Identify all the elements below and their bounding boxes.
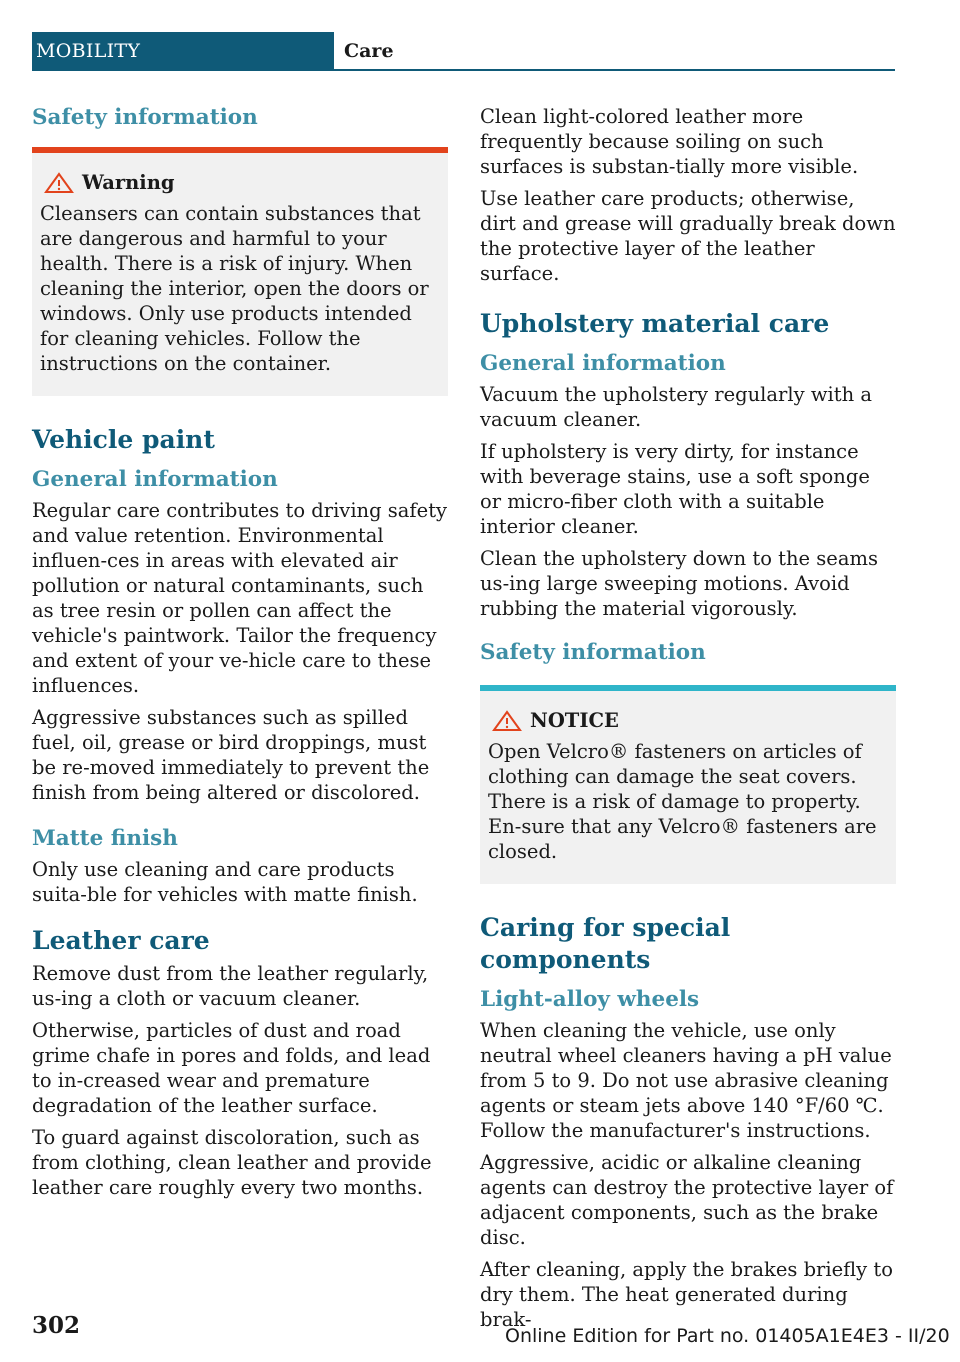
header-rule xyxy=(330,69,895,71)
header-topic-label: Care xyxy=(344,40,394,62)
vehicle-paint-heading: Vehicle paint xyxy=(32,425,215,454)
upholstery-paragraph: If upholstery is very dirty, for instance with beverage stains, use a soft sponge or micro-fiber cloth with a suitable interior cleaner. xyxy=(480,440,870,538)
edition-footer: Online Edition for Part no. 01405A1E4E3 - II/20 xyxy=(505,1325,950,1347)
leather-care-paragraph: Clean light-colored leather more frequently because soiling on such surfaces is substan-tially more visible. xyxy=(480,105,859,178)
warning-triangle-icon xyxy=(492,710,522,732)
notice-text: Open Velcro® fasteners on articles of clothing can damage the seat covers. There is a risk of damage to property. En-sure that any Velcro® fasteners are closed. xyxy=(488,740,877,863)
warning-title xyxy=(40,171,440,195)
upholstery-paragraph: Clean the upholstery down to the seams us-ing large sweeping motions. Avoid rubbing the material vigorously. xyxy=(480,547,878,620)
matte-finish-heading: Matte finish xyxy=(32,826,178,851)
upholstery-paragraph: Vacuum the upholstery regularly with a vacuum cleaner. xyxy=(480,383,872,431)
vehicle-paint-subheading: General information xyxy=(32,467,278,492)
header-section-label: MOBILITY xyxy=(32,32,334,71)
notice-title xyxy=(488,709,888,733)
special-components-heading: Caring for special components xyxy=(480,913,731,974)
safety-information-heading: Safety information xyxy=(480,640,706,665)
page-header xyxy=(32,32,895,71)
leather-care-paragraph: To guard against discoloration, such as from clothing, clean leather and provide leather care roughly every two months. xyxy=(32,1126,432,1199)
matte-finish-paragraph: Only use cleaning and care products suita-ble for vehicles with matte finish. xyxy=(32,858,418,906)
upholstery-subheading: General information xyxy=(480,351,726,376)
light-alloy-paragraph: After cleaning, apply the brakes briefly to dry them. The heat generated during brak- xyxy=(480,1258,893,1331)
warning-text: Cleansers can contain substances that are dangerous and harmful to your health. There is a risk of injury. When cleaning the interior, open the doors or windows. Only use products intended for cleaning vehicles. Follow the instructions on the container. xyxy=(40,202,429,375)
upholstery-heading: Upholstery material care xyxy=(480,309,830,338)
warning-title-text: Warning xyxy=(82,171,175,194)
notice-title-text: NOTICE xyxy=(530,709,619,732)
warning-triangle-icon xyxy=(44,172,74,194)
left-column xyxy=(32,104,448,1207)
notice-box xyxy=(480,685,896,884)
light-alloy-paragraph: When cleaning the vehicle, use only neutral wheel cleaners having a pH value from 5 to 9. Do not use abrasive cleaning agents or steam jets above 140 °F/60 ℃. Follow the manufacturer's instructions. xyxy=(480,1019,892,1142)
vehicle-paint-paragraph: Regular care contributes to driving safety and value retention. Environmental influen-ces in areas with elevated air pollution or natural contaminants, such as tree resin or pollen can affect the vehicle's paintwork. Tailor the frequency and extent of your ve-hicle care to these influences. xyxy=(32,499,448,697)
leather-care-heading: Leather care xyxy=(32,926,210,955)
leather-care-paragraph: Use leather care products; otherwise, dirt and grease will gradually break down the protective layer of the leather surface. xyxy=(480,187,896,285)
safety-information-heading: Safety information xyxy=(32,105,258,130)
vehicle-paint-paragraph: Aggressive substances such as spilled fuel, oil, grease or bird droppings, must be re-moved immediately to prevent the finish from being altered or discolored. xyxy=(32,706,430,804)
leather-care-paragraph: Remove dust from the leather regularly, us-ing a cloth or vacuum cleaner. xyxy=(32,962,429,1010)
leather-care-paragraph: Otherwise, particles of dust and road grime chafe in pores and folds, and lead to in-creased wear and premature degradation of the leather surface. xyxy=(32,1019,431,1117)
light-alloy-paragraph: Aggressive, acidic or alkaline cleaning agents can destroy the protective layer of adjacent components, such as the brake disc. xyxy=(480,1151,894,1249)
page-number: 302 xyxy=(32,1312,81,1339)
right-column xyxy=(480,104,896,1339)
light-alloy-wheels-heading: Light-alloy wheels xyxy=(480,987,700,1012)
warning-box xyxy=(32,147,448,396)
